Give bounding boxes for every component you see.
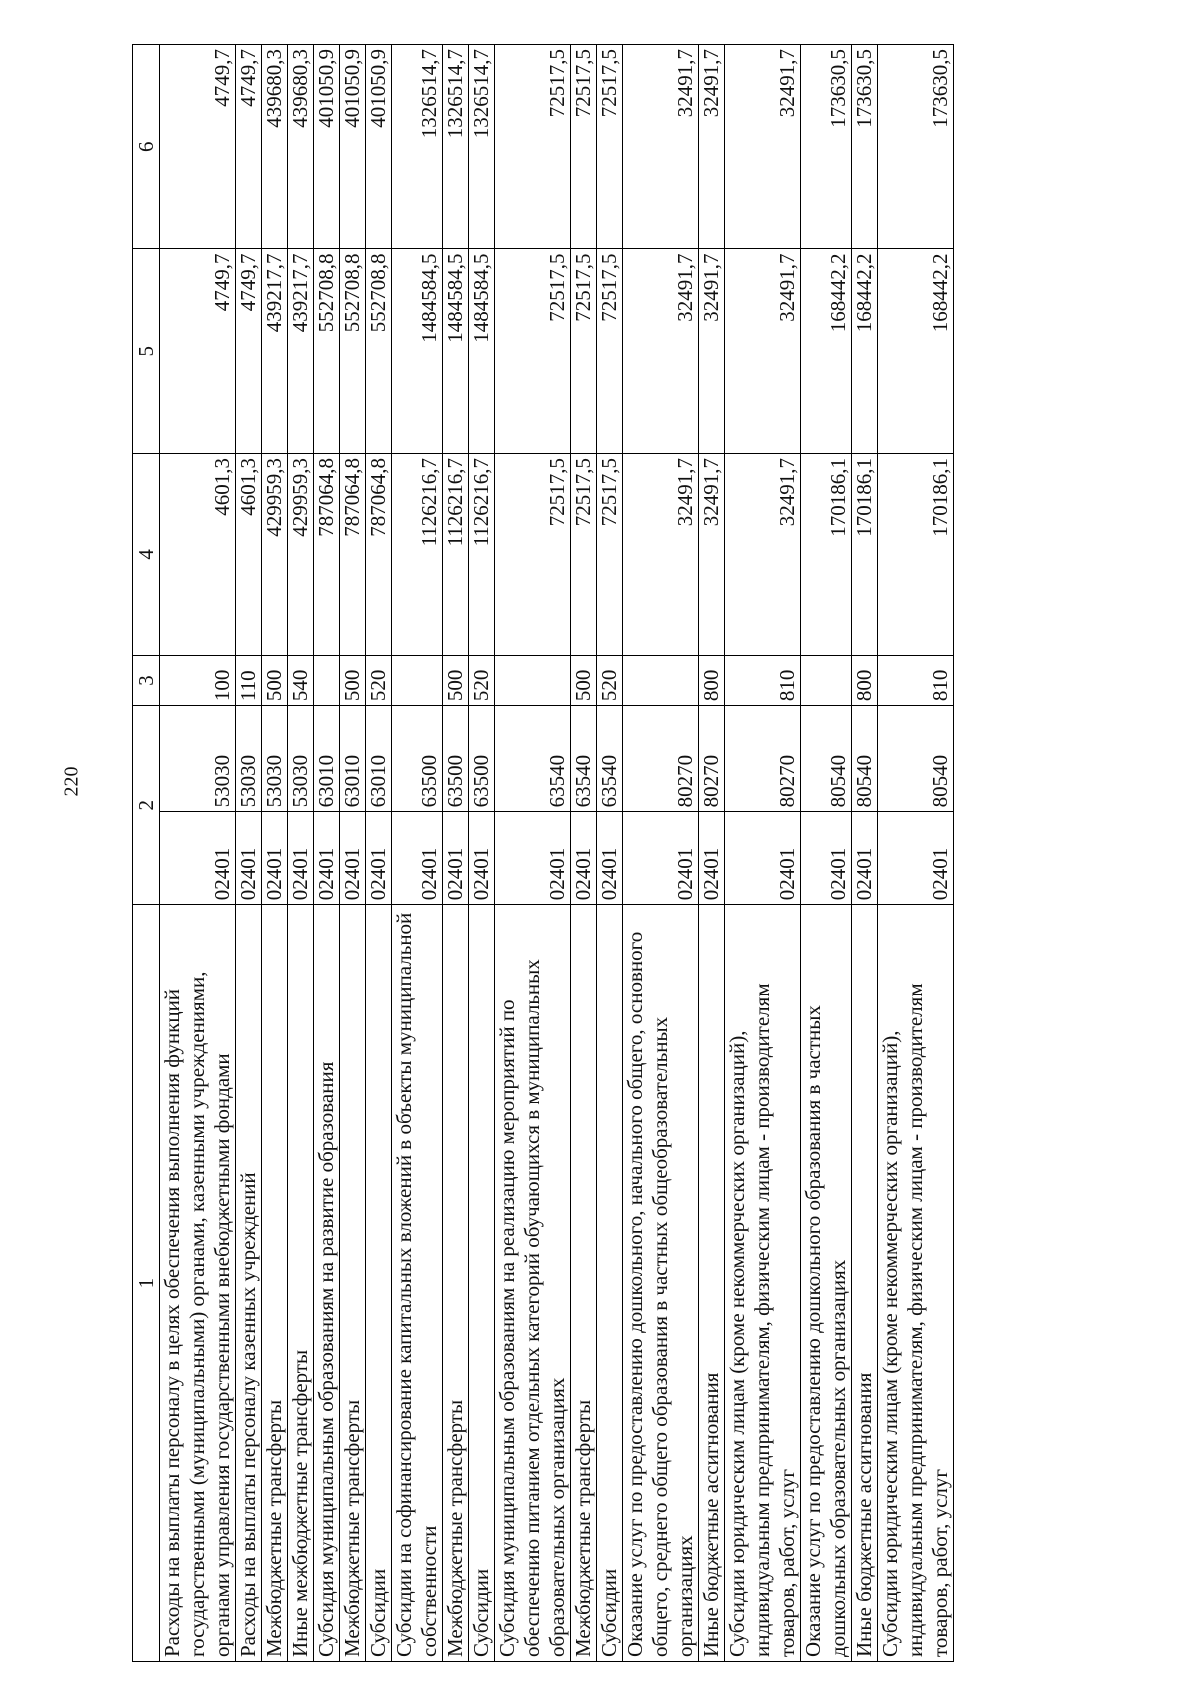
row-value-col6-cell: 72517,5 bbox=[597, 45, 623, 250]
column-header-1: 1 bbox=[133, 905, 160, 1662]
row-program-cell: 02401 bbox=[571, 812, 597, 905]
budget-table-sheet bbox=[132, 44, 1062, 1662]
budget-table bbox=[132, 44, 954, 1662]
row-value-col5-cell: 32491,7 bbox=[699, 249, 725, 453]
row-expense-type-cell bbox=[801, 655, 852, 705]
table-row bbox=[699, 45, 725, 1662]
row-program-cell: 02401 bbox=[392, 812, 443, 905]
row-expense-type-cell: 500 bbox=[571, 655, 597, 705]
row-direction-cell: 63500 bbox=[469, 706, 495, 812]
row-value-col6-cell: 401050,9 bbox=[366, 45, 392, 250]
row-value-col6-cell: 32491,7 bbox=[725, 45, 801, 250]
table-row bbox=[314, 45, 340, 1662]
row-expense-type-cell: 540 bbox=[288, 655, 314, 705]
row-value-col6-cell: 1326514,7 bbox=[443, 45, 469, 250]
row-value-col6-cell: 401050,9 bbox=[314, 45, 340, 250]
row-value-col4-cell: 170186,1 bbox=[801, 453, 852, 655]
row-expense-type-cell: 800 bbox=[852, 655, 878, 705]
table-body bbox=[160, 45, 954, 1662]
table-row bbox=[801, 45, 852, 1662]
row-name-cell: Субсидии юридическим лицам (кроме некоммерческих организаций), индивидуальным предпринимателям, физическим лицам - производителям товаров, работ, услуг bbox=[878, 905, 954, 1662]
row-value-col6-cell: 72517,5 bbox=[571, 45, 597, 250]
table-row bbox=[236, 45, 262, 1662]
row-expense-type-cell: 800 bbox=[699, 655, 725, 705]
row-value-col5-cell: 552708,8 bbox=[366, 249, 392, 453]
row-program-cell: 02401 bbox=[469, 812, 495, 905]
table-row bbox=[571, 45, 597, 1662]
row-value-col4-cell: 787064,8 bbox=[366, 453, 392, 655]
row-direction-cell: 80540 bbox=[801, 706, 852, 812]
row-direction-cell: 53030 bbox=[236, 706, 262, 812]
row-direction-cell: 63010 bbox=[314, 706, 340, 812]
table-row bbox=[623, 45, 699, 1662]
row-name-cell: Межбюджетные трансферты bbox=[443, 905, 469, 1662]
row-expense-type-cell bbox=[495, 655, 571, 705]
table-row bbox=[443, 45, 469, 1662]
row-program-cell: 02401 bbox=[495, 812, 571, 905]
row-program-cell: 02401 bbox=[878, 812, 954, 905]
row-value-col4-cell: 170186,1 bbox=[878, 453, 954, 655]
table-row bbox=[495, 45, 571, 1662]
row-value-col6-cell: 4749,7 bbox=[236, 45, 262, 250]
row-name-cell: Расходы на выплаты персоналу казенных учреждений bbox=[236, 905, 262, 1662]
row-program-cell: 02401 bbox=[801, 812, 852, 905]
row-direction-cell: 80540 bbox=[878, 706, 954, 812]
row-value-col4-cell: 787064,8 bbox=[314, 453, 340, 655]
row-direction-cell: 53030 bbox=[160, 706, 236, 812]
row-value-col4-cell: 1126216,7 bbox=[443, 453, 469, 655]
row-value-col4-cell: 72517,5 bbox=[495, 453, 571, 655]
row-direction-cell: 80270 bbox=[699, 706, 725, 812]
row-expense-type-cell: 520 bbox=[597, 655, 623, 705]
row-expense-type-cell: 100 bbox=[160, 655, 236, 705]
row-name-cell: Оказание услуг по предоставлению дошкольного, начального общего, основного общего, среднего общего образования в частных общеобразовательных организациях bbox=[623, 905, 699, 1662]
row-value-col6-cell: 72517,5 bbox=[495, 45, 571, 250]
row-value-col4-cell: 4601,3 bbox=[160, 453, 236, 655]
table-row bbox=[392, 45, 443, 1662]
table-row bbox=[852, 45, 878, 1662]
row-program-cell: 02401 bbox=[236, 812, 262, 905]
row-name-cell: Межбюджетные трансферты bbox=[262, 905, 288, 1662]
row-name-cell: Субсидия муниципальным образованиям на реализацию мероприятий по обеспечению питанием отдельных категорий обучающихся в муниципальных образовательных организациях bbox=[495, 905, 571, 1662]
row-name-cell: Субсидии bbox=[597, 905, 623, 1662]
table-row bbox=[878, 45, 954, 1662]
row-value-col5-cell: 72517,5 bbox=[597, 249, 623, 453]
table-row bbox=[340, 45, 366, 1662]
row-name-cell: Субсидии bbox=[469, 905, 495, 1662]
row-expense-type-cell: 110 bbox=[236, 655, 262, 705]
row-name-cell: Иные бюджетные ассигнования bbox=[852, 905, 878, 1662]
row-program-cell: 02401 bbox=[725, 812, 801, 905]
row-value-col5-cell: 552708,8 bbox=[314, 249, 340, 453]
row-value-col6-cell: 173630,5 bbox=[801, 45, 852, 250]
row-expense-type-cell: 520 bbox=[469, 655, 495, 705]
row-value-col6-cell: 439680,3 bbox=[262, 45, 288, 250]
row-value-col4-cell: 72517,5 bbox=[571, 453, 597, 655]
row-expense-type-cell: 810 bbox=[878, 655, 954, 705]
row-value-col5-cell: 439217,7 bbox=[262, 249, 288, 453]
row-program-cell: 02401 bbox=[597, 812, 623, 905]
row-program-cell: 02401 bbox=[262, 812, 288, 905]
row-value-col4-cell: 32491,7 bbox=[699, 453, 725, 655]
row-value-col5-cell: 168442,2 bbox=[801, 249, 852, 453]
row-program-cell: 02401 bbox=[623, 812, 699, 905]
row-value-col6-cell: 439680,3 bbox=[288, 45, 314, 250]
row-direction-cell: 80270 bbox=[623, 706, 699, 812]
row-direction-cell: 53030 bbox=[288, 706, 314, 812]
row-direction-cell: 63010 bbox=[340, 706, 366, 812]
row-name-cell: Субсидии на софинансирование капитальных вложений в объекты муниципальной собственности bbox=[392, 905, 443, 1662]
row-name-cell: Межбюджетные трансферты bbox=[340, 905, 366, 1662]
row-program-cell: 02401 bbox=[160, 812, 236, 905]
row-expense-type-cell bbox=[623, 655, 699, 705]
row-value-col5-cell: 72517,5 bbox=[571, 249, 597, 453]
table-row bbox=[262, 45, 288, 1662]
table-header-row bbox=[133, 45, 160, 1662]
row-name-cell: Субсидия муниципальным образованиям на развитие образования bbox=[314, 905, 340, 1662]
row-value-col5-cell: 439217,7 bbox=[288, 249, 314, 453]
row-direction-cell: 63540 bbox=[571, 706, 597, 812]
column-header-6: 6 bbox=[133, 45, 160, 250]
row-value-col6-cell: 32491,7 bbox=[699, 45, 725, 250]
row-value-col5-cell: 4749,7 bbox=[236, 249, 262, 453]
row-value-col5-cell: 168442,2 bbox=[878, 249, 954, 453]
row-direction-cell: 63500 bbox=[392, 706, 443, 812]
row-value-col6-cell: 4749,7 bbox=[160, 45, 236, 250]
row-program-cell: 02401 bbox=[852, 812, 878, 905]
row-value-col6-cell: 1326514,7 bbox=[469, 45, 495, 250]
row-expense-type-cell: 500 bbox=[262, 655, 288, 705]
row-value-col5-cell: 552708,8 bbox=[340, 249, 366, 453]
row-value-col4-cell: 429959,3 bbox=[262, 453, 288, 655]
row-value-col6-cell: 173630,5 bbox=[852, 45, 878, 250]
row-name-cell: Оказание услуг по предоставлению дошкольного образования в частных дошкольных образовательных организациях bbox=[801, 905, 852, 1662]
row-program-cell: 02401 bbox=[699, 812, 725, 905]
row-value-col5-cell: 4749,7 bbox=[160, 249, 236, 453]
row-value-col5-cell: 1484584,5 bbox=[392, 249, 443, 453]
column-header-2: 2 bbox=[133, 706, 160, 905]
row-direction-cell: 63540 bbox=[495, 706, 571, 812]
row-value-col5-cell: 168442,2 bbox=[852, 249, 878, 453]
row-value-col4-cell: 72517,5 bbox=[597, 453, 623, 655]
row-direction-cell: 63540 bbox=[597, 706, 623, 812]
row-program-cell: 02401 bbox=[443, 812, 469, 905]
page-number: 220 bbox=[60, 766, 83, 797]
row-value-col6-cell: 32491,7 bbox=[623, 45, 699, 250]
row-direction-cell: 53030 bbox=[262, 706, 288, 812]
table-row bbox=[597, 45, 623, 1662]
row-program-cell: 02401 bbox=[366, 812, 392, 905]
row-expense-type-cell bbox=[314, 655, 340, 705]
row-value-col5-cell: 1484584,5 bbox=[469, 249, 495, 453]
table-row bbox=[366, 45, 392, 1662]
row-value-col4-cell: 170186,1 bbox=[852, 453, 878, 655]
row-name-cell: Субсидии bbox=[366, 905, 392, 1662]
row-name-cell: Расходы на выплаты персоналу в целях обеспечения выполнения функций государственными (муниципальными) органами, казенными учреждениями, органами управления государственными внебюджетными фондами bbox=[160, 905, 236, 1662]
row-direction-cell: 80540 bbox=[852, 706, 878, 812]
column-header-5: 5 bbox=[133, 249, 160, 453]
row-value-col5-cell: 72517,5 bbox=[495, 249, 571, 453]
column-header-3: 3 bbox=[133, 655, 160, 705]
row-value-col4-cell: 787064,8 bbox=[340, 453, 366, 655]
row-name-cell: Межбюджетные трансферты bbox=[571, 905, 597, 1662]
row-program-cell: 02401 bbox=[340, 812, 366, 905]
row-name-cell: Иные бюджетные ассигнования bbox=[699, 905, 725, 1662]
row-name-cell: Иные межбюджетные трансферты bbox=[288, 905, 314, 1662]
row-expense-type-cell bbox=[392, 655, 443, 705]
row-value-col4-cell: 4601,3 bbox=[236, 453, 262, 655]
row-program-cell: 02401 bbox=[314, 812, 340, 905]
row-direction-cell: 63500 bbox=[443, 706, 469, 812]
row-value-col6-cell: 1326514,7 bbox=[392, 45, 443, 250]
row-value-col5-cell: 32491,7 bbox=[623, 249, 699, 453]
row-value-col4-cell: 1126216,7 bbox=[469, 453, 495, 655]
row-direction-cell: 80270 bbox=[725, 706, 801, 812]
row-value-col5-cell: 32491,7 bbox=[725, 249, 801, 453]
row-value-col4-cell: 1126216,7 bbox=[392, 453, 443, 655]
table-row bbox=[725, 45, 801, 1662]
row-program-cell: 02401 bbox=[288, 812, 314, 905]
table-row bbox=[288, 45, 314, 1662]
row-expense-type-cell: 520 bbox=[366, 655, 392, 705]
row-direction-cell: 63010 bbox=[366, 706, 392, 812]
row-value-col4-cell: 429959,3 bbox=[288, 453, 314, 655]
column-header-4: 4 bbox=[133, 453, 160, 655]
row-value-col6-cell: 173630,5 bbox=[878, 45, 954, 250]
row-value-col4-cell: 32491,7 bbox=[725, 453, 801, 655]
row-value-col6-cell: 401050,9 bbox=[340, 45, 366, 250]
row-expense-type-cell: 810 bbox=[725, 655, 801, 705]
row-value-col5-cell: 1484584,5 bbox=[443, 249, 469, 453]
row-name-cell: Субсидии юридическим лицам (кроме некоммерческих организаций), индивидуальным предпринимателям, физическим лицам - производителям товаров, работ, услуг bbox=[725, 905, 801, 1662]
table-row bbox=[469, 45, 495, 1662]
row-expense-type-cell: 500 bbox=[340, 655, 366, 705]
row-expense-type-cell: 500 bbox=[443, 655, 469, 705]
row-value-col4-cell: 32491,7 bbox=[623, 453, 699, 655]
table-row bbox=[160, 45, 236, 1662]
